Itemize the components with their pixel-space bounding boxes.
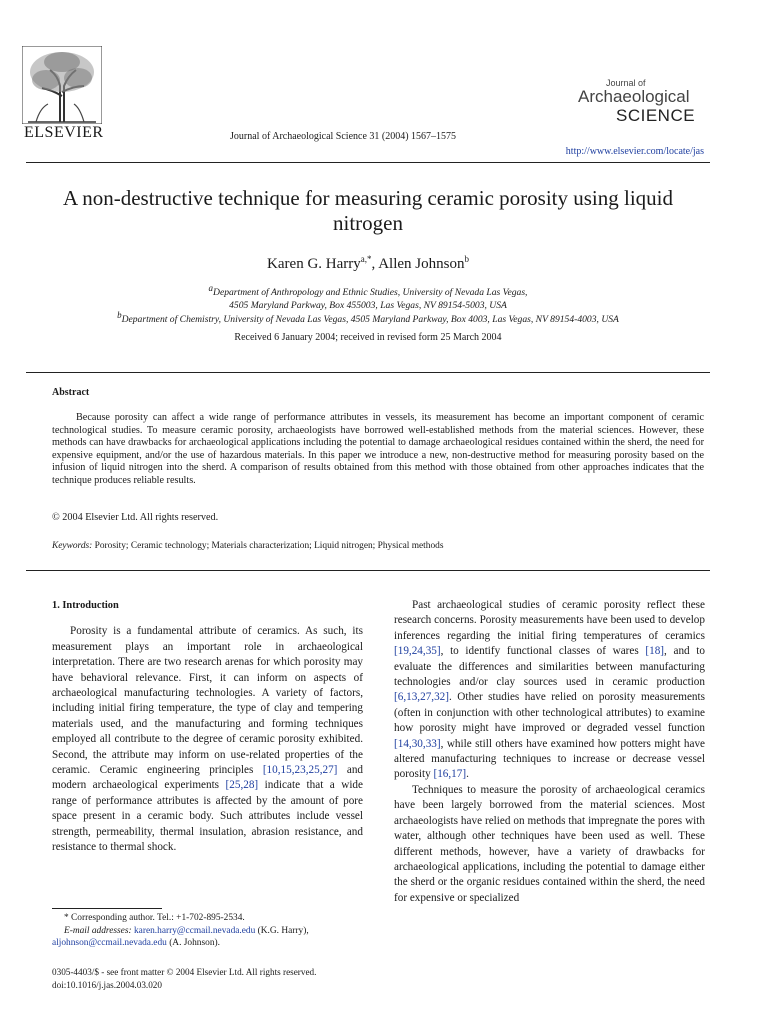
keywords [52, 541, 444, 551]
affiliation-text: 4505 Maryland Parkway, Box 455003, Las Vegas, NV 89154-5003, USA [229, 300, 507, 312]
paragraph-text: indicate that a wide range of performance attributes is affected by the amount of pore space present in a ceramic body. Such attributes include vessel strength, permeability, thermal insulation, abrasion resistance, and resistance to thermal shock. [52, 779, 363, 854]
paragraph-text: , while still others have examined how potters might have altered manufacturing techniques to increase or decrease vessel porosity [394, 737, 705, 781]
email-line [52, 925, 367, 938]
author-affiliation-mark: a, [360, 254, 368, 264]
citation-link[interactable]: [18] [645, 645, 665, 658]
journal-reference: Journal of Archaeological Science 31 (2004) 1567–1575 [230, 131, 457, 142]
citation-link[interactable]: [10,15,23,25,27] [262, 764, 338, 777]
abstract-copyright: © 2004 Elsevier Ltd. All rights reserved. [52, 512, 219, 523]
author-list [30, 254, 706, 273]
intro-paragraph-1 [52, 624, 363, 855]
intro-paragraph-3: Techniques to measure the porosity of archaeological ceramics have been largely borrowed from the material sciences. Most archaeologists have relied on methods that impregnate the pores with water, although other techniques have been used as well. These different methods, however, have a variety of drawbacks for archaeological applications, including the potential to damage either the sherd or the organic residues contained within the sherd, the need for expensive or specialized [394, 783, 705, 904]
corresponding-mark[interactable]: * [367, 254, 372, 264]
elsevier-tree-logo [22, 46, 102, 124]
abstract-bottom-rule [26, 570, 710, 571]
header-rule [26, 162, 710, 163]
journal-logo-line2: Archaeological [578, 87, 690, 106]
journal-logo-line1: Journal of [606, 78, 646, 88]
email-label: E-mail addresses: [64, 925, 132, 936]
email-line [52, 937, 367, 950]
corresponding-author-note: * Corresponding author. Tel.: +1-702-895-2534. [64, 913, 245, 923]
keywords-list: Porosity; Ceramic technology; Materials characterization; Liquid nitrogen; Physical methods [92, 541, 444, 551]
affiliation-text: Department of Chemistry, University of Nevada Las Vegas, 4505 Maryland Parkway, Box 4003, Las Vegas, NV 89154-4003, USA [121, 314, 619, 326]
author-affiliation-mark: b [464, 254, 469, 264]
right-column [394, 598, 705, 906]
paragraph-text: . Other studies have relied on porosity measurements (often in conjunction with other technological attributes) to examine how porosity might have improved or degraded vessel function [394, 691, 705, 735]
email-link[interactable]: aljohnson@ccmail.nevada.edu [52, 938, 167, 948]
email-link[interactable]: karen.harry@ccmail.nevada.edu [133, 925, 256, 936]
affiliation-a [30, 282, 706, 312]
paragraph-text: , and to evaluate the differences and similarities between manufacturing technologies and/or clay sources used in ceramic production [394, 645, 705, 689]
email-owner: (A. Johnson). [166, 938, 220, 948]
affiliation-mark: b [117, 310, 122, 320]
paragraph-text: and modern archaeological experiments [52, 764, 364, 792]
citation-link[interactable]: [19,24,35] [394, 645, 441, 658]
author-name: Karen G. Harry [267, 256, 361, 272]
citation-link[interactable]: [16,17] [433, 768, 467, 781]
keywords-label: Keywords: [52, 541, 93, 551]
footnote [52, 912, 367, 950]
journal-logo [578, 78, 704, 126]
journal-url-link[interactable]: http://www.elsevier.com/locate/jas [565, 146, 704, 157]
citation-link[interactable]: [14,30,33] [394, 737, 441, 750]
intro-paragraph-2 [394, 598, 705, 783]
left-column [52, 598, 363, 856]
received-dates: Received 6 January 2004; received in revised form 25 March 2004 [234, 332, 502, 343]
citation-link[interactable]: [6,13,27,32] [394, 691, 449, 704]
affiliation-mark: a [208, 283, 214, 293]
abstract-heading: Abstract [52, 387, 90, 398]
footnote-rule [52, 908, 162, 909]
journal-logo-line3: SCIENCE [616, 106, 696, 125]
affiliation-b [30, 309, 706, 326]
paragraph-text: , to identify functional classes of wares [440, 645, 646, 658]
paragraph-text: . [466, 768, 469, 781]
section-heading: 1. Introduction [52, 600, 119, 611]
article-title: A non-destructive technique for measuring ceramic porosity using liquid nitrogen [62, 186, 673, 235]
paragraph-text: Past archaeological studies of ceramic porosity reflect these research concerns. Porosity measurements have been used to develop inferences regarding the initial firing temperatures of ceramics [394, 599, 705, 642]
publisher-name: ELSEVIER [24, 124, 104, 141]
paragraph-text: Porosity is a fundamental attribute of ceramics. As such, its measurement plays an important role in archaeological interpretation. There are two research arenas for which porosity may have behavioral relevance. First, it can inform on aspects of archaeological manufacturing technologies. A variety of factors, including initial firing temperature, the type of clay and tempering materials used, and the manufacturing and forming techniques employed all contribute to the degree of ceramic porosity exhibited. Second, the attribute may inform on use-related properties of the ceramic. Ceramic engineering principles [52, 625, 363, 777]
abstract-top-rule [26, 372, 710, 373]
affiliation-text: Department of Anthropology and Ethnic Studies, University of Nevada Las Vegas, [213, 287, 528, 299]
email-owner: (K.G. Harry), [255, 925, 309, 936]
issn-line: 0305-4403/$ - see front matter © 2004 Elsevier Ltd. All rights reserved. [52, 967, 317, 977]
author-name: Allen Johnson [378, 256, 465, 272]
front-matter [52, 966, 316, 991]
abstract-body: Because porosity can affect a wide range of performance attributes in vessels, its measurement has become an important component of ceramic technological studies. To measure ceramic porosity, archaeologists have borrowed well-established methods from the material sciences. However, these methods can have drawbacks for archaeological applications including the potential to damage archaeological residues contained within the sherd, the need for expensive equipment, and/or the use of hazardous materials. In this paper we introduce a new, non-destructive method for measuring porosity based on the infusion of liquid nitrogen into the sherd. A comparison of results obtained from this method with those obtained from other approaches indicates that the technique produces reliable results. [52, 412, 704, 486]
doi-line: doi:10.1016/j.jas.2004.03.020 [52, 979, 162, 990]
citation-link[interactable]: [25,28] [225, 779, 259, 792]
author-separator: , [371, 256, 379, 272]
